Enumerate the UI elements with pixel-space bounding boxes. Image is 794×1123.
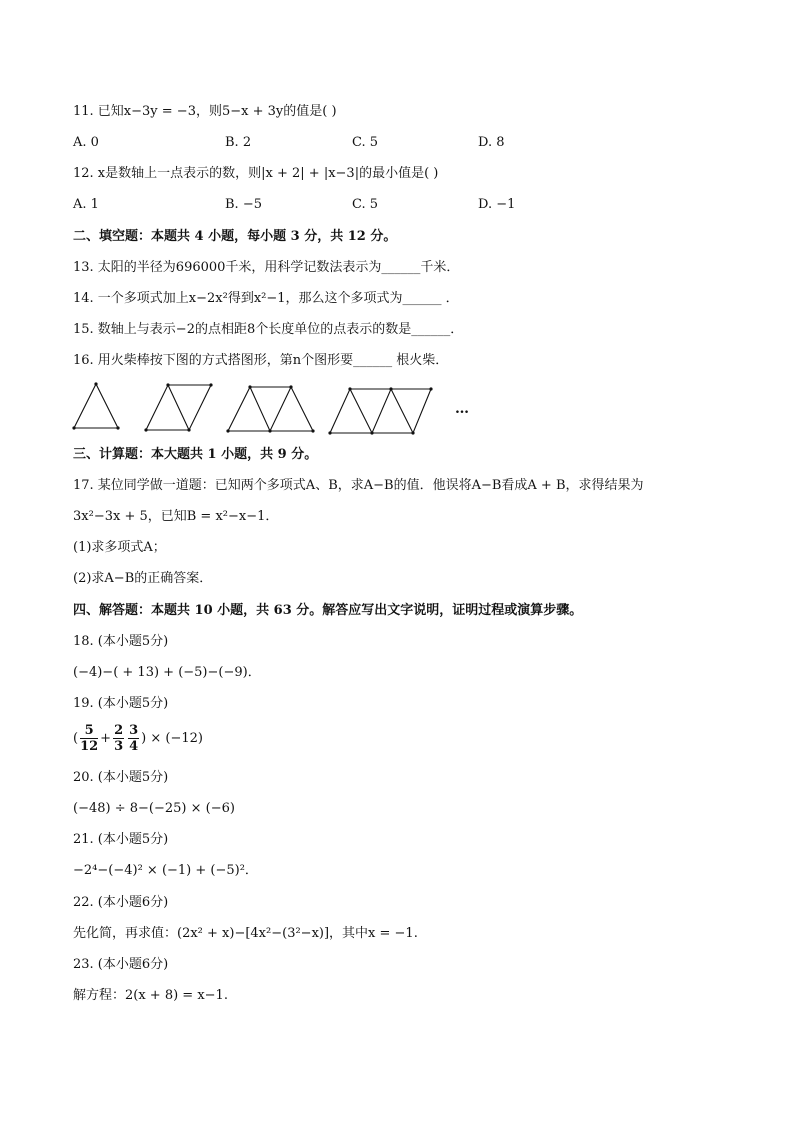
question-19-expression [73,720,203,758]
question-18-expression: (−4)−( + 13) + (−5)−(−9)． [73,665,261,680]
section-3-heading: 三、计算题：本大题共 1 小题，共 9 分。 [73,447,318,462]
matchstick-figure-4 [330,389,431,433]
q12-option-b: B. −5 [225,197,262,212]
section-4-heading: 四、解答题：本题共 10 小题，共 63 分。解答应写出文字说明，证明过程或演算步骤。 [73,603,583,618]
question-14: 14. 一个多项式加上x−2x²得到x²−1，那么这个多项式为______ ． [73,291,459,306]
fraction-2-3: $\frac{2}{3}$ [114,723,124,754]
fraction-5-12: $\frac{5}{12}$ [80,723,99,754]
q12-option-c: C. 5 [352,197,379,212]
question-17-part-2: (2)求A−B的正确答案． [73,571,213,586]
question-20-heading: 20. (本小题5分) [73,770,169,785]
question-21-expression: −2⁴−(−4)² × (−1) + (−5)²． [73,863,258,878]
question-21-heading: 21. (本小题5分) [73,832,169,847]
q11-option-c: C. 5 [352,135,379,150]
matchstick-figure-2 [146,385,211,430]
question-17-line-1: 17. 某位同学做一道题：已知两个多项式A、B，求A−B的值．他误将A−B看成A + B，求得结果为 [73,478,644,493]
expression-tail: ) × (−12) [141,731,203,746]
question-23-body: 解方程：2(x + 8) = x−1. [73,988,228,1003]
figure-ellipsis: … [455,401,469,417]
question-19-heading: 19. (本小题5分) [73,696,169,711]
question-23-heading: 23. (本小题6分) [73,957,169,972]
q11-option-b: B. 2 [225,135,252,150]
fraction-3-4: $\frac{3}{4}$ [129,723,139,754]
matchstick-dots [72,382,432,434]
question-13: 13. 太阳的半径为696000千米，用科学记数法表示为______千米． [73,260,460,275]
question-22-heading: 22. (本小题6分) [73,895,169,910]
question-20-expression: (−48) ÷ 8−(−25) × (−6) [73,801,235,816]
matchstick-figure-3 [228,387,313,431]
question-11-stem: 11. 已知x−3y = −3，则5−x + 3y的值是( ) [73,104,337,119]
question-18-heading: 18. (本小题5分) [73,634,169,649]
question-16: 16. 用火柴棒按下图的方式搭图形，第n个图形要______ 根火柴． [73,353,449,368]
matchstick-figure-1 [74,384,118,428]
question-17-part-1: (1)求多项式A； [73,540,166,555]
question-22-body: 先化简，再求值：(2x² + x)−[4x²−(3²−x)]，其中x = −1. [73,926,418,941]
q12-option-a: A. 1 [73,197,99,212]
question-15: 15. 数轴上与表示−2的点相距8个长度单位的点表示的数是______． [73,322,464,337]
section-2-heading: 二、填空题：本题共 4 小题，每小题 3 分，共 12 分。 [73,229,397,244]
q11-option-a: A. 0 [73,135,99,150]
q12-option-d: D. −1 [478,197,516,212]
q11-option-d: D. 8 [478,135,505,150]
question-12-stem: 12. x是数轴上一点表示的数，则|x + 2| + |x−3|的最小值是( ) [73,166,439,181]
paren-open: ( [73,731,79,746]
question-17-line-2: 3x²−3x + 5，已知B = x²−x−1． [73,509,279,524]
plus-sign: + [100,731,112,746]
